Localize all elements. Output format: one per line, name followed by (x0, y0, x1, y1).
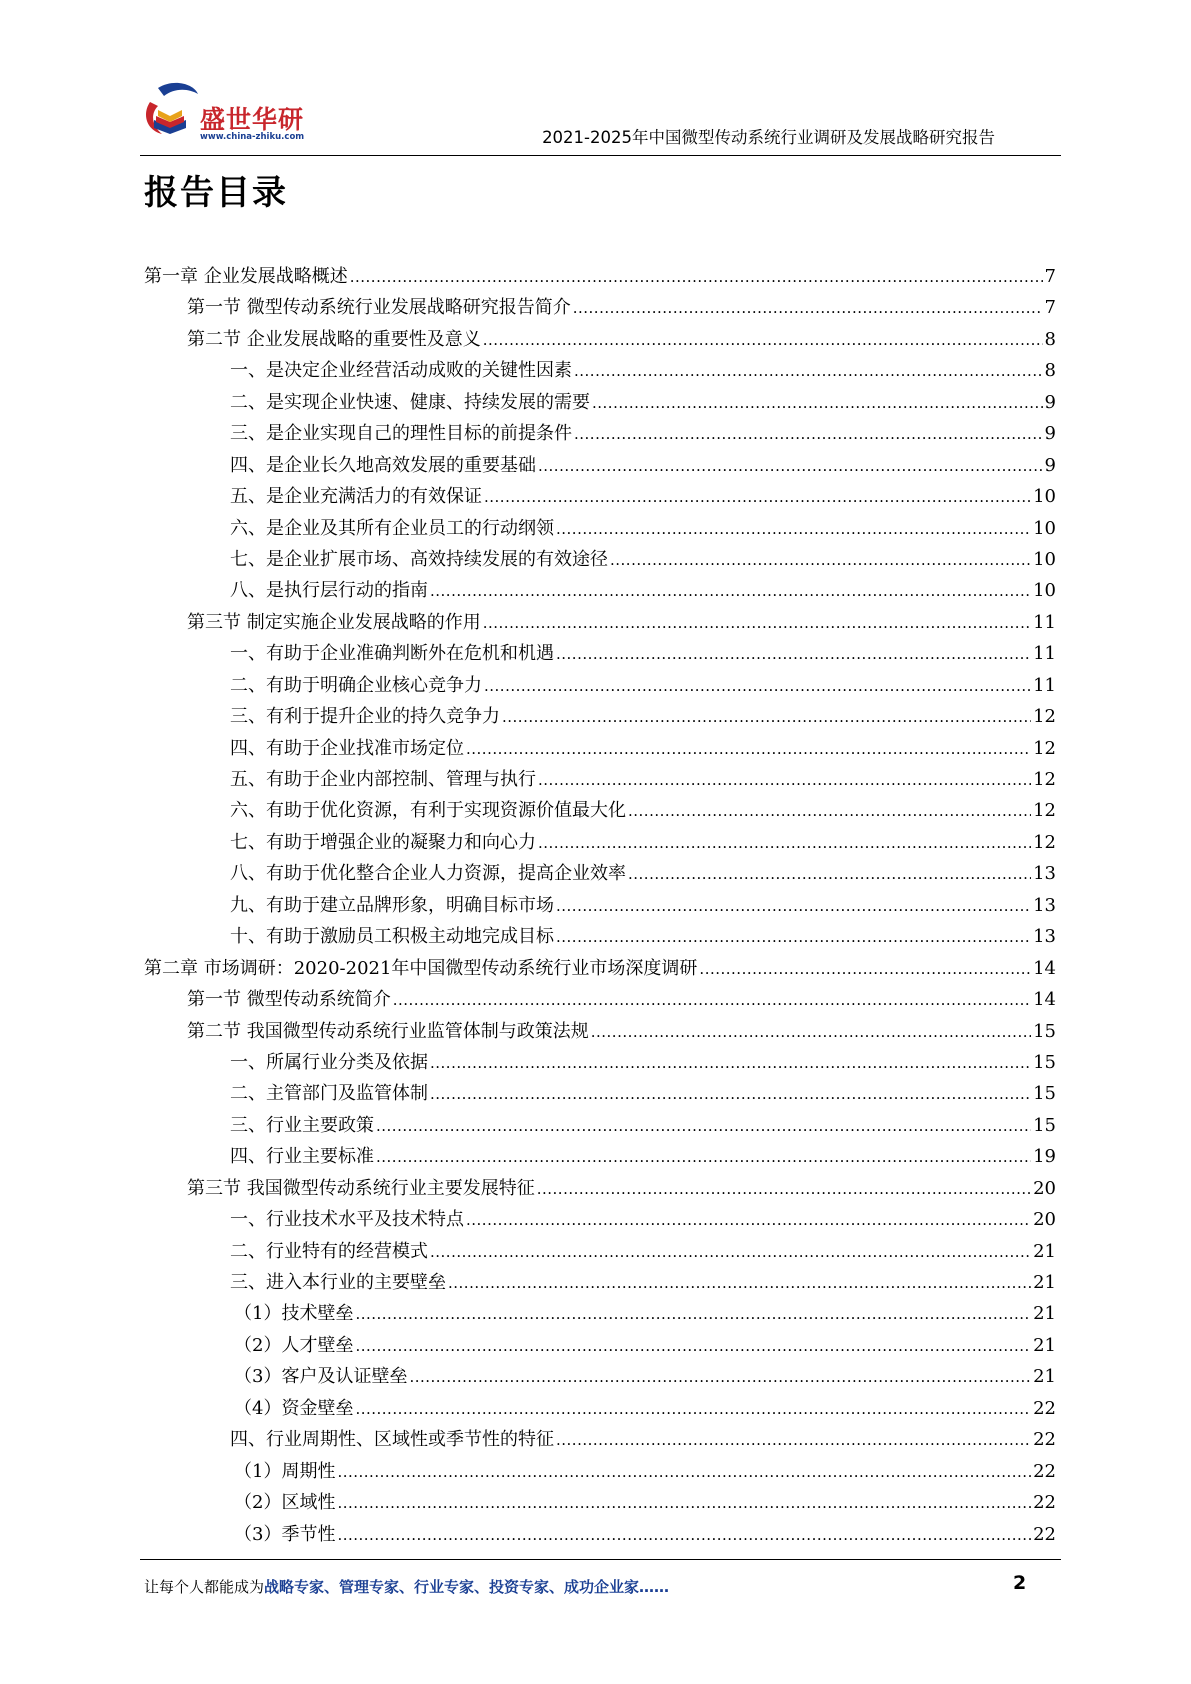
toc-entry[interactable] (144, 261, 1056, 292)
report-title: 2021-2025年中国微型传动系统行业调研及发展战略研究报告 (542, 128, 995, 147)
toc-entry[interactable] (144, 1173, 1056, 1204)
toc-entry-page: 15 (1033, 1114, 1056, 1136)
toc-entry-page: 8 (1044, 360, 1056, 382)
toc-dot-leader (538, 451, 1043, 482)
toc-dot-leader (573, 293, 1043, 324)
toc-entry[interactable] (144, 1204, 1056, 1235)
toc-dot-leader (574, 356, 1043, 387)
book-swoosh-logo-icon (140, 80, 202, 140)
toc-dot-leader (337, 1520, 1031, 1551)
toc-entry[interactable] (144, 733, 1056, 764)
toc-entry[interactable] (144, 1487, 1056, 1518)
toc-entry-page: 14 (1033, 989, 1056, 1011)
toc-entry[interactable] (144, 827, 1056, 858)
footer-slogan (144, 1576, 669, 1597)
toc-entry-title: （2）人才壁垒 (234, 1334, 354, 1356)
toc-entry[interactable] (144, 1267, 1056, 1298)
toc-entry-page: 7 (1044, 266, 1056, 287)
toc-entry-title: （1）周期性 (234, 1460, 336, 1482)
toc-dot-leader (610, 545, 1031, 576)
toc-entry[interactable] (144, 921, 1056, 952)
toc-entry[interactable] (144, 513, 1056, 544)
toc-entry-title: 三、进入本行业的主要壁垒 (230, 1272, 446, 1293)
toc-entry[interactable] (144, 544, 1056, 575)
toc-entry-page: 10 (1033, 548, 1056, 570)
toc-entry[interactable] (144, 1298, 1056, 1329)
toc-entry-title: 二、主管部门及监管体制 (230, 1083, 428, 1105)
toc-dot-leader (556, 891, 1031, 922)
toc-entry-page: 10 (1033, 517, 1056, 539)
toc-dot-leader (556, 922, 1031, 953)
toc-entry-title: 七、是企业扩展市场、高效持续发展的有效途径 (230, 548, 608, 570)
toc-entry[interactable] (144, 890, 1056, 921)
toc-entry-title: 四、是企业长久地高效发展的重要基础 (230, 454, 536, 476)
toc-dot-leader (376, 1142, 1031, 1173)
toc-dot-leader (538, 828, 1031, 859)
toc-entry-page: 15 (1033, 1083, 1056, 1105)
toc-entry[interactable] (144, 1424, 1056, 1455)
toc-entry[interactable] (144, 324, 1056, 355)
toc-entry-page: 15 (1033, 1020, 1056, 1042)
toc-entry-title: （3）客户及认证壁垒 (234, 1366, 408, 1388)
toc-entry-page: 13 (1033, 894, 1056, 916)
toc-entry-page: 21 (1033, 1272, 1056, 1293)
toc-entry-title: 七、有助于增强企业的凝聚力和向心力 (230, 831, 536, 853)
toc-entry-page: 15 (1033, 1051, 1056, 1073)
toc-dot-leader (337, 1457, 1031, 1488)
toc-entry-title: 二、是实现企业快速、健康、持续发展的需要 (230, 391, 590, 413)
toc-entry-title: 三、有利于提升企业的持久竞争力 (230, 706, 500, 728)
toc-entry-page: 20 (1033, 1177, 1056, 1199)
toc-dot-leader (484, 671, 1031, 702)
toc-dot-leader (355, 1394, 1031, 1425)
toc-entry-title: 八、是执行层行动的指南 (230, 580, 428, 602)
toc-entry-page: 22 (1033, 1523, 1056, 1545)
toc-entry[interactable] (144, 1519, 1056, 1550)
toc-entry-title: 一、有助于企业准确判断外在危机和机遇 (230, 643, 554, 665)
toc-entry-page: 22 (1033, 1429, 1056, 1451)
toc-entry-title: 六、有助于优化资源，有利于实现资源价值最大化 (230, 800, 626, 822)
toc-entry-title: 第二章 市场调研：2020-2021年中国微型传动系统行业市场深度调研 (144, 957, 698, 979)
toc-entry[interactable] (144, 1393, 1056, 1424)
toc-entry-page: 22 (1033, 1460, 1056, 1482)
toc-entry[interactable] (144, 481, 1056, 512)
toc-entry[interactable] (144, 450, 1056, 481)
toc-dot-leader (592, 388, 1043, 419)
toc-entry[interactable] (144, 1016, 1056, 1047)
toc-dot-leader (574, 419, 1043, 450)
toc-entry[interactable] (144, 387, 1056, 418)
toc-entry[interactable] (144, 764, 1056, 795)
toc-entry-title: 二、有助于明确企业核心竞争力 (230, 674, 482, 696)
toc-dot-leader (556, 639, 1031, 670)
toc-entry[interactable] (144, 670, 1056, 701)
toc-entry-title: （2）区域性 (234, 1492, 336, 1514)
toc-entry-title: 第一节 微型传动系统行业发展战略研究报告简介 (187, 297, 571, 319)
toc-entry[interactable] (144, 1141, 1056, 1172)
toc-entry-title: 第三节 我国微型传动系统行业主要发展特征 (187, 1177, 535, 1199)
toc-entry-page: 9 (1044, 454, 1056, 476)
toc-entry-title: 一、所属行业分类及依据 (230, 1051, 428, 1073)
toc-entry-title: 一、是决定企业经营活动成败的关键性因素 (230, 360, 572, 382)
toc-entry[interactable] (144, 795, 1056, 826)
toc-entry-title: 第二节 我国微型传动系统行业监管体制与政策法规 (187, 1020, 589, 1042)
toc-dot-leader (502, 702, 1031, 733)
toc-entry[interactable] (144, 292, 1056, 323)
toc-entry[interactable] (144, 1047, 1056, 1078)
toc-entry-page: 11 (1033, 643, 1056, 665)
toc-entry-title: 第三节 制定实施企业发展战略的作用 (187, 611, 481, 633)
toc-entry-page: 12 (1033, 706, 1056, 728)
toc-dot-leader (430, 1237, 1031, 1268)
page-number: 2 (1013, 1572, 1027, 1594)
toc-entry[interactable] (144, 1330, 1056, 1361)
toc-entry[interactable] (144, 1110, 1056, 1141)
header-divider (140, 155, 1061, 156)
toc-entry-page: 21 (1033, 1240, 1056, 1262)
toc-dot-leader (430, 1079, 1031, 1110)
toc-entry-title: 十、有助于激励员工积极主动地完成目标 (230, 926, 554, 948)
toc-entry[interactable] (144, 607, 1056, 638)
toc-entry-page: 10 (1033, 580, 1056, 602)
toc-dot-leader (337, 1488, 1031, 1519)
toc-entry[interactable] (144, 1236, 1056, 1267)
toc-entry-page: 19 (1033, 1146, 1056, 1168)
toc-dot-leader (466, 734, 1031, 765)
toc-dot-leader (628, 859, 1031, 890)
slogan-lead: 让每个人都能成为 (144, 1578, 265, 1596)
toc-dot-leader (430, 1048, 1031, 1079)
toc-dot-leader (409, 1362, 1031, 1393)
toc-dot-leader (537, 1174, 1031, 1205)
toc-entry[interactable] (144, 1078, 1056, 1109)
brand-logo (140, 80, 310, 150)
toc-entry-page: 10 (1033, 486, 1056, 508)
toc-entry-page: 9 (1044, 391, 1056, 413)
toc-entry-title: 三、行业主要政策 (230, 1114, 374, 1136)
toc-dot-leader (483, 325, 1043, 356)
toc-entry-title: 四、行业周期性、区域性或季节性的特征 (230, 1429, 554, 1451)
toc-dot-leader (350, 262, 1043, 293)
toc-entry[interactable] (144, 355, 1056, 386)
toc-entry[interactable] (144, 575, 1056, 606)
toc-entry-title: 第一章 企业发展战略概述 (144, 266, 348, 287)
footer-divider (140, 1559, 1061, 1560)
toc-dot-leader (591, 1017, 1031, 1048)
toc-entry-page: 13 (1033, 863, 1056, 885)
toc-entry-page: 12 (1033, 800, 1056, 822)
toc-dot-leader (628, 796, 1031, 827)
toc-entry[interactable] (144, 638, 1056, 669)
toc-entry-title: （3）季节性 (234, 1523, 336, 1545)
toc-entry-page: 14 (1033, 957, 1056, 979)
toc-entry-page: 21 (1033, 1303, 1056, 1325)
toc-entry-title: 六、是企业及其所有企业员工的行动纲领 (230, 517, 554, 539)
toc-entry[interactable] (144, 984, 1056, 1015)
toc-dot-leader (484, 482, 1031, 513)
toc-entry-title: 四、行业主要标准 (230, 1146, 374, 1168)
toc-entry-title: （4）资金壁垒 (234, 1397, 354, 1419)
toc-dot-leader (699, 954, 1031, 985)
logo-website: www.china-zhiku.com (200, 132, 305, 142)
toc-dot-leader (483, 608, 1031, 639)
toc-dot-leader (538, 765, 1031, 796)
toc-dot-leader (376, 1111, 1031, 1142)
toc-entry-page: 12 (1033, 769, 1056, 790)
logo-brand-name: 盛世华研 (200, 105, 305, 134)
toc-entry-page: 8 (1044, 328, 1056, 350)
toc-entry-title: 五、是企业充满活力的有效保证 (230, 486, 482, 508)
toc-entry-page: 7 (1044, 297, 1056, 319)
toc-entry-page: 12 (1033, 737, 1056, 759)
toc-entry-page: 22 (1033, 1397, 1056, 1419)
toc-entry-title: （1）技术壁垒 (234, 1303, 354, 1325)
toc-entry-page: 21 (1033, 1366, 1056, 1388)
toc-entry-title: 第二节 企业发展战略的重要性及意义 (187, 328, 481, 350)
toc-entry[interactable] (144, 858, 1056, 889)
toc-entry-page: 13 (1033, 926, 1056, 948)
toc-dot-leader (556, 1425, 1031, 1456)
toc-dot-leader (430, 576, 1031, 607)
toc-entry-page: 9 (1044, 423, 1056, 445)
toc-entry-title: 第一节 微型传动系统简介 (187, 989, 391, 1011)
toc-dot-leader (466, 1205, 1031, 1236)
toc-entry-title: 三、是企业实现自己的理性目标的前提条件 (230, 423, 572, 445)
toc-entry-title: 八、有助于优化整合企业人力资源，提高企业效率 (230, 863, 626, 885)
toc-entry[interactable] (144, 1456, 1056, 1487)
toc-entry-page: 12 (1033, 831, 1056, 853)
page-title: 报告目录 (144, 173, 288, 213)
toc-dot-leader (448, 1268, 1031, 1299)
toc-dot-leader (556, 514, 1031, 545)
toc-entry[interactable] (144, 701, 1056, 732)
toc-entry[interactable] (144, 1361, 1056, 1392)
toc-entry[interactable] (144, 953, 1056, 984)
toc-entry-title: 四、有助于企业找准市场定位 (230, 737, 464, 759)
toc-entry-title: 二、行业特有的经营模式 (230, 1240, 428, 1262)
toc-entry-title: 五、有助于企业内部控制、管理与执行 (230, 769, 536, 790)
toc-entry-title: 一、行业技术水平及技术特点 (230, 1209, 464, 1231)
toc-entry-page: 11 (1033, 674, 1056, 696)
toc-entry[interactable] (144, 418, 1056, 449)
table-of-contents (144, 261, 1056, 1550)
toc-entry-page: 11 (1033, 611, 1056, 633)
slogan-emphasis: 战略专家、管理专家、行业专家、投资专家、成功企业家…… (264, 1578, 670, 1596)
toc-entry-page: 22 (1033, 1492, 1056, 1514)
toc-dot-leader (393, 985, 1031, 1016)
toc-entry-title: 九、有助于建立品牌形象，明确目标市场 (230, 894, 554, 916)
toc-dot-leader (355, 1299, 1031, 1330)
toc-dot-leader (355, 1331, 1031, 1362)
toc-entry-page: 21 (1033, 1334, 1056, 1356)
toc-entry-page: 20 (1033, 1209, 1056, 1231)
